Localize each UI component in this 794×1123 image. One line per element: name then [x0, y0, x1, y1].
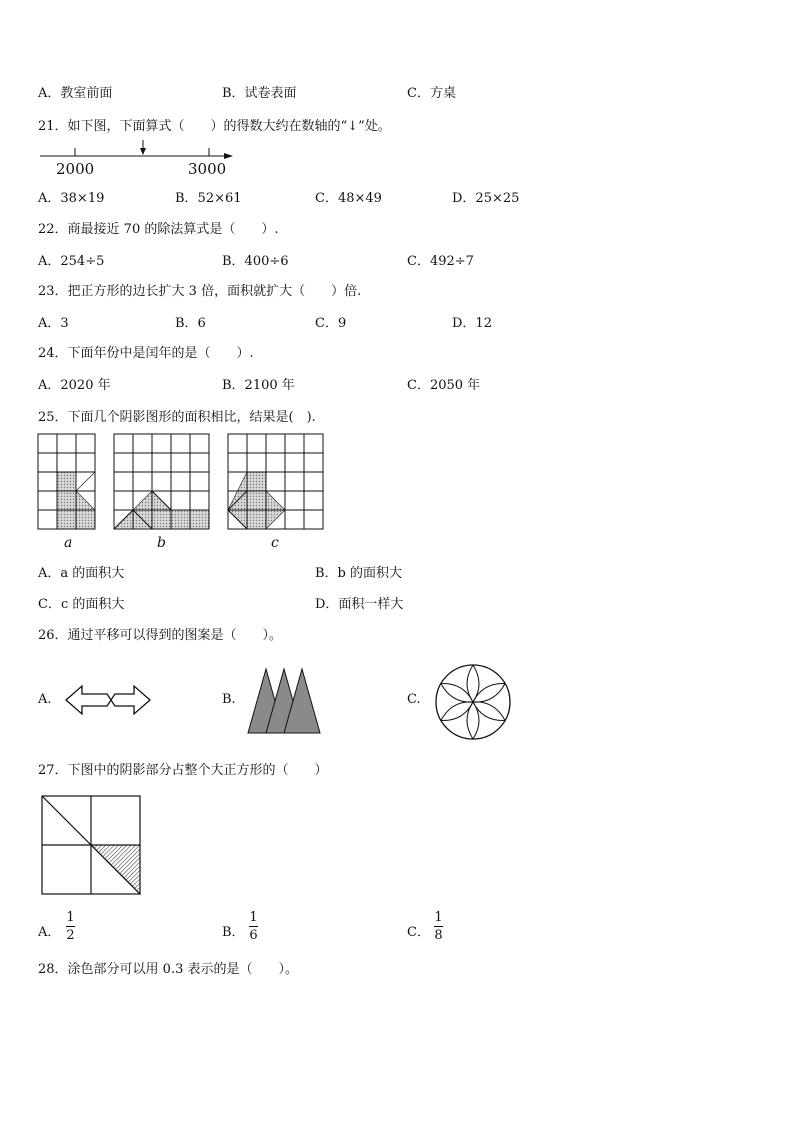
q23-option-b: B．6: [175, 316, 206, 331]
q22-option-a: A．254÷5: [38, 254, 105, 269]
q24-option-a: A．2020 年: [38, 378, 111, 393]
q27-fraction-a: [66, 911, 75, 942]
axis-label-left: 2000: [56, 160, 95, 178]
denominator: 8: [434, 928, 443, 943]
q25-option-c: C．c 的面积大: [38, 597, 125, 612]
grid-label-a: a: [64, 535, 73, 551]
q23-option-c: C．9: [315, 316, 347, 331]
q21-option-c: C．48×49: [315, 191, 382, 206]
q26-label-b: B.: [222, 692, 236, 707]
grid-label-c: c: [271, 535, 279, 551]
option-c: C．方桌: [407, 86, 456, 101]
question-28: 28．涂色部分可以用 0.3 表示的是（ ）。: [38, 962, 298, 977]
question-22: 22．商最接近 70 的除法算式是（ ）.: [38, 222, 279, 237]
q23-option-d: D．12: [452, 316, 492, 331]
question-23: 23．把正方形的边长扩大 3 倍，面积就扩大（ ）倍.: [38, 284, 362, 299]
denominator: 2: [66, 928, 75, 943]
q24-option-b: B．2100 年: [222, 378, 295, 393]
flower-circle-figure: [433, 662, 513, 742]
q27-fraction-b: [249, 911, 258, 942]
numerator: 1: [249, 910, 258, 925]
q21-option-d: D．25×25: [452, 191, 520, 206]
double-arrow-figure: [64, 683, 152, 717]
q27-option-c-prefix: C．: [407, 925, 430, 940]
grid-label-b: b: [157, 535, 166, 551]
q25-option-b: B．b 的面积大: [315, 566, 403, 581]
numerator: 1: [66, 910, 75, 925]
grid-figures: [0, 0, 794, 560]
numerator: 1: [434, 910, 443, 925]
q25-option-a: A．a 的面积大: [38, 566, 125, 581]
option-a: A．教室前面: [38, 86, 113, 101]
q24-option-c: C．2050 年: [407, 378, 481, 393]
question-27: 27．下图中的阴影部分占整个大正方形的（ ）: [38, 763, 328, 778]
q27-option-b-prefix: B．: [222, 925, 245, 940]
option-b: B．试卷表面: [222, 86, 297, 101]
q25-option-d: D．面积一样大: [315, 597, 404, 612]
grid-b: [114, 434, 209, 529]
square-shaded-figure: [41, 795, 143, 897]
question-26: 26．通过平移可以得到的图案是（ ）。: [38, 628, 283, 643]
question-21: 21．如下图，下面算式（ ）的得数大约在数轴的“↓”处。: [38, 119, 391, 134]
q27-fraction-c: [434, 911, 443, 942]
question-24: 24．下面年份中是闰年的是（ ）.: [38, 346, 254, 361]
grid-c: [228, 434, 323, 529]
q23-option-a: A．3: [38, 316, 69, 331]
grid-a: [38, 434, 95, 529]
q22-option-c: C．492÷7: [407, 254, 474, 269]
axis-label-right: 3000: [188, 160, 227, 178]
question-25: 25．下面几个阴影图形的面积相比，结果是( ).: [38, 410, 316, 425]
q22-option-b: B．400÷6: [222, 254, 289, 269]
q21-option-a: A．38×19: [38, 191, 105, 206]
q26-label-a: A.: [38, 692, 52, 707]
q26-label-c: C.: [407, 692, 421, 707]
denominator: 6: [249, 928, 258, 943]
triangles-figure: [246, 666, 322, 736]
q27-option-a-prefix: A．: [38, 925, 61, 940]
q21-option-b: B．52×61: [175, 191, 242, 206]
